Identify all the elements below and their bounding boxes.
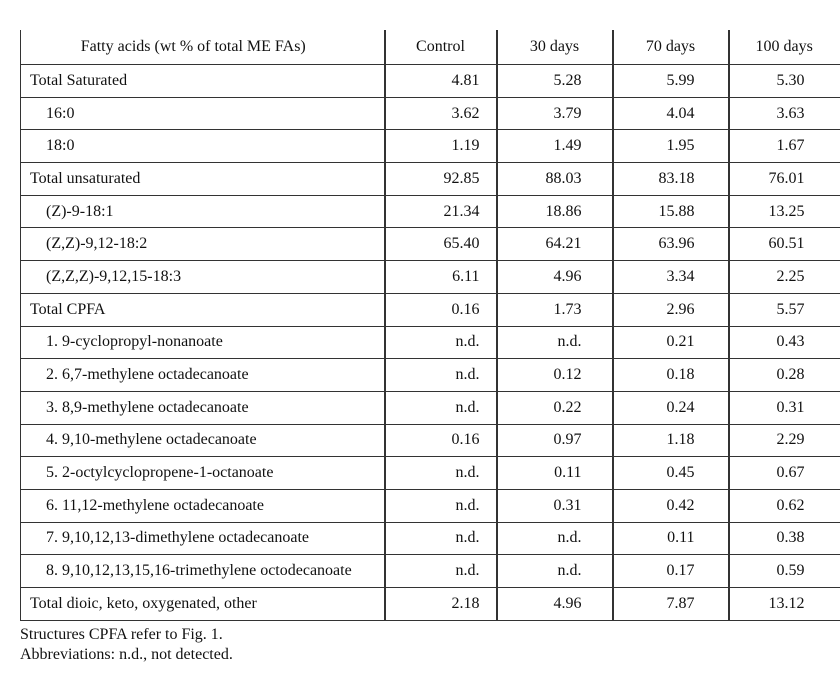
- cell-30-days: 0.22: [497, 391, 613, 424]
- header-fatty-acids: Fatty acids (wt % of total ME FAs): [21, 30, 385, 65]
- cell-100-days: 0.31: [729, 391, 840, 424]
- row-label: 2. 6,7-methylene octadecanoate: [21, 359, 385, 392]
- cell-100-days: 3.63: [729, 97, 840, 130]
- cell-30-days: 0.12: [497, 359, 613, 392]
- cell-control: n.d.: [385, 457, 497, 490]
- cell-30-days: n.d.: [497, 326, 613, 359]
- cell-30-days: 1.73: [497, 293, 613, 326]
- fatty-acid-table-container: [20, 30, 840, 621]
- row-label: Total CPFA: [21, 293, 385, 326]
- table-row-cpfa-1: [21, 326, 840, 359]
- cell-70-days: 5.99: [613, 65, 729, 98]
- cell-100-days: 13.12: [729, 588, 840, 621]
- table-row-linolenic: [21, 261, 840, 294]
- cell-70-days: 0.18: [613, 359, 729, 392]
- row-label: 6. 11,12-methylene octadecanoate: [21, 489, 385, 522]
- row-label: 3. 8,9-methylene octadecanoate: [21, 391, 385, 424]
- table-row-linoleic: [21, 228, 840, 261]
- table-row-18-0: [21, 130, 840, 163]
- table-header-row: [21, 30, 840, 65]
- cell-70-days: 0.17: [613, 555, 729, 588]
- table-row-16-0: [21, 97, 840, 130]
- cell-70-days: 7.87: [613, 588, 729, 621]
- row-label: 7. 9,10,12,13-dimethylene octadecanoate: [21, 522, 385, 555]
- cell-70-days: 0.24: [613, 391, 729, 424]
- row-label: 8. 9,10,12,13,15,16-trimethylene octodecanoate: [21, 555, 385, 588]
- cell-70-days: 63.96: [613, 228, 729, 261]
- table-row-oleic: [21, 195, 840, 228]
- row-label: (Z)-9-18:1: [21, 195, 385, 228]
- cell-30-days: 18.86: [497, 195, 613, 228]
- table-row-cpfa-2: [21, 359, 840, 392]
- cell-control: n.d.: [385, 359, 497, 392]
- table-row-cpfa-6: [21, 489, 840, 522]
- cell-control: 4.81: [385, 65, 497, 98]
- row-label: 16:0: [21, 97, 385, 130]
- cell-30-days: 0.97: [497, 424, 613, 457]
- cell-100-days: 76.01: [729, 163, 840, 196]
- row-label: Total dioic, keto, oxygenated, other: [21, 588, 385, 621]
- cell-control: 0.16: [385, 424, 497, 457]
- cell-control: 92.85: [385, 163, 497, 196]
- row-label: (Z,Z,Z)-9,12,15-18:3: [21, 261, 385, 294]
- cell-70-days: 4.04: [613, 97, 729, 130]
- row-label: 4. 9,10-methylene octadecanoate: [21, 424, 385, 457]
- cell-100-days: 2.25: [729, 261, 840, 294]
- cell-100-days: 2.29: [729, 424, 840, 457]
- cell-control: 0.16: [385, 293, 497, 326]
- cell-100-days: 0.38: [729, 522, 840, 555]
- cell-100-days: 0.43: [729, 326, 840, 359]
- cell-100-days: 0.59: [729, 555, 840, 588]
- table-row-cpfa-4: [21, 424, 840, 457]
- cell-30-days: 3.79: [497, 97, 613, 130]
- cell-control: 6.11: [385, 261, 497, 294]
- cell-30-days: 5.28: [497, 65, 613, 98]
- table-footnotes: [20, 625, 233, 665]
- table-row-total-unsaturated: [21, 163, 840, 196]
- cell-30-days: n.d.: [497, 555, 613, 588]
- cell-30-days: 4.96: [497, 261, 613, 294]
- header-70-days: 70 days: [613, 30, 729, 65]
- row-label: 1. 9-cyclopropyl-nonanoate: [21, 326, 385, 359]
- header-30-days: 30 days: [497, 30, 613, 65]
- row-label: Total unsaturated: [21, 163, 385, 196]
- cell-70-days: 2.96: [613, 293, 729, 326]
- cell-70-days: 1.18: [613, 424, 729, 457]
- cell-70-days: 0.45: [613, 457, 729, 490]
- cell-control: n.d.: [385, 489, 497, 522]
- table-row-cpfa-7: [21, 522, 840, 555]
- cell-30-days: 0.11: [497, 457, 613, 490]
- cell-30-days: n.d.: [497, 522, 613, 555]
- cell-100-days: 0.28: [729, 359, 840, 392]
- table-row-cpfa-8: [21, 555, 840, 588]
- cell-control: n.d.: [385, 391, 497, 424]
- cell-70-days: 15.88: [613, 195, 729, 228]
- cell-70-days: 0.42: [613, 489, 729, 522]
- header-control: Control: [385, 30, 497, 65]
- cell-control: 3.62: [385, 97, 497, 130]
- cell-100-days: 5.57: [729, 293, 840, 326]
- row-label: Total Saturated: [21, 65, 385, 98]
- cell-30-days: 0.31: [497, 489, 613, 522]
- cell-control: 21.34: [385, 195, 497, 228]
- cell-70-days: 0.11: [613, 522, 729, 555]
- footnote-structures: Structures CPFA refer to Fig. 1.: [20, 626, 223, 643]
- cell-70-days: 83.18: [613, 163, 729, 196]
- cell-70-days: 0.21: [613, 326, 729, 359]
- cell-100-days: 1.67: [729, 130, 840, 163]
- cell-control: 65.40: [385, 228, 497, 261]
- cell-100-days: 13.25: [729, 195, 840, 228]
- cell-30-days: 4.96: [497, 588, 613, 621]
- table-row-cpfa-3: [21, 391, 840, 424]
- cell-70-days: 1.95: [613, 130, 729, 163]
- fatty-acid-table: [20, 30, 840, 621]
- footnote-abbreviations: Abbreviations: n.d., not detected.: [20, 646, 233, 663]
- cell-30-days: 1.49: [497, 130, 613, 163]
- table-row-total-saturated: [21, 65, 840, 98]
- table-row-total-other: [21, 588, 840, 621]
- cell-100-days: 60.51: [729, 228, 840, 261]
- cell-30-days: 88.03: [497, 163, 613, 196]
- cell-control: n.d.: [385, 326, 497, 359]
- row-label: (Z,Z)-9,12-18:2: [21, 228, 385, 261]
- cell-100-days: 5.30: [729, 65, 840, 98]
- cell-70-days: 3.34: [613, 261, 729, 294]
- header-100-days: 100 days: [729, 30, 840, 65]
- cell-control: 2.18: [385, 588, 497, 621]
- table-row-total-cpfa: [21, 293, 840, 326]
- cell-100-days: 0.67: [729, 457, 840, 490]
- cell-control: n.d.: [385, 555, 497, 588]
- cell-30-days: 64.21: [497, 228, 613, 261]
- cell-control: n.d.: [385, 522, 497, 555]
- cell-control: 1.19: [385, 130, 497, 163]
- row-label: 18:0: [21, 130, 385, 163]
- row-label: 5. 2-octylcyclopropene-1-octanoate: [21, 457, 385, 490]
- table-row-cpfa-5: [21, 457, 840, 490]
- cell-100-days: 0.62: [729, 489, 840, 522]
